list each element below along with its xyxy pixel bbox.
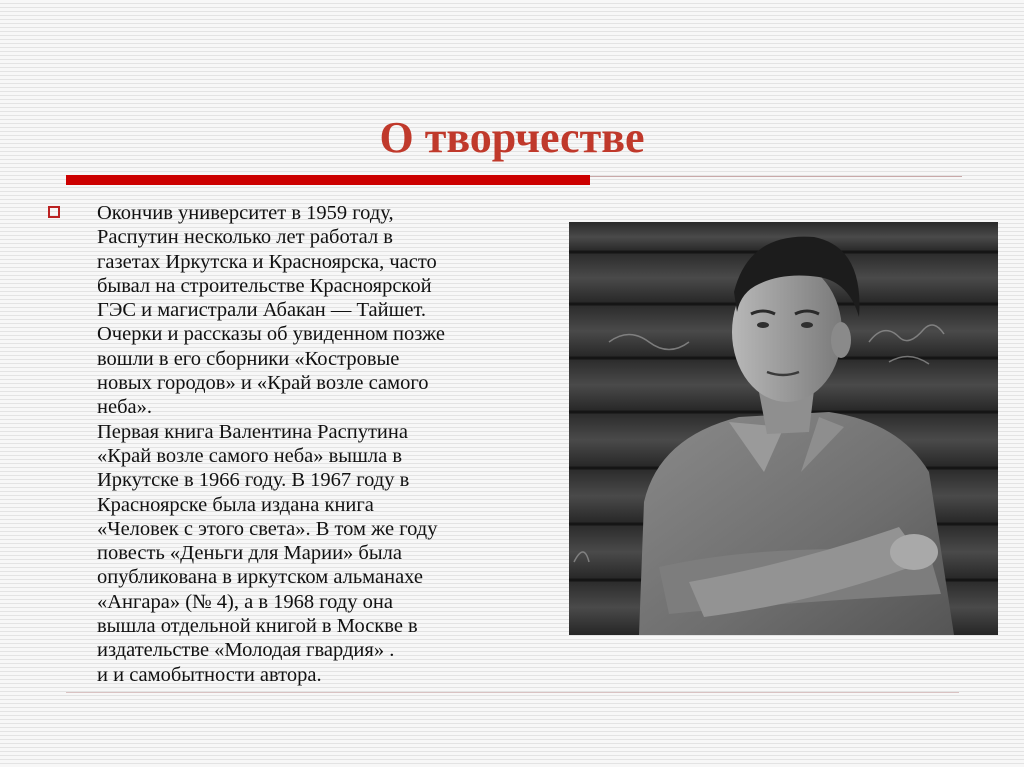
paragraph-line: Первая книга Валентина Распутина bbox=[97, 420, 408, 443]
paragraph-line: вошли в его сборники «Костровые bbox=[97, 347, 400, 370]
paragraph-line: Окончив университет в 1959 году, bbox=[97, 202, 394, 224]
paragraph-line: повесть «Деньги для Марии» была bbox=[97, 542, 402, 565]
paragraph-line: бывал на строительстве Красноярской bbox=[97, 274, 432, 297]
title-thin-rule bbox=[590, 176, 962, 177]
paragraph-line: и и самобытности автора. bbox=[97, 663, 322, 686]
portrait-photo-illustration bbox=[569, 222, 998, 635]
paragraph-line: «Ангара» (№ 4), а в 1968 году она bbox=[97, 590, 393, 613]
paragraph-line: вышла отдельной книгой в Москве в bbox=[97, 615, 418, 638]
title-accent-rule bbox=[66, 175, 590, 185]
hollow-square-bullet-icon bbox=[48, 206, 60, 218]
paragraph-line: «Человек с этого света». В том же году bbox=[97, 517, 438, 540]
paragraph-line: новых городов» и «Край возле самого bbox=[97, 372, 429, 395]
paragraph-line: «Край возле самого неба» вышла в bbox=[97, 444, 402, 467]
body-paragraph bbox=[97, 201, 547, 687]
paragraph-line: издательстве «Молодая гвардия» . bbox=[97, 639, 395, 662]
paragraph-line: опубликована в иркутском альманахе bbox=[97, 566, 424, 589]
paragraph-line: ГЭС и магистрали Абакан — Тайшет. bbox=[97, 299, 427, 322]
slide-title: О творчестве bbox=[379, 113, 645, 162]
paragraph-line: Очерки и рассказы об увиденном позже bbox=[97, 323, 445, 346]
paragraph-line: неба». bbox=[97, 396, 152, 419]
footer-rule bbox=[66, 692, 959, 693]
paragraph-line: Красноярске была издана книга bbox=[97, 493, 374, 516]
portrait-photo bbox=[569, 222, 998, 635]
paragraph-line: Распутин несколько лет работал в bbox=[97, 226, 393, 249]
paragraph-line: газетах Иркутска и Красноярска, часто bbox=[97, 250, 437, 273]
paragraph-line: Иркутске в 1966 году. В 1967 году в bbox=[97, 469, 410, 492]
